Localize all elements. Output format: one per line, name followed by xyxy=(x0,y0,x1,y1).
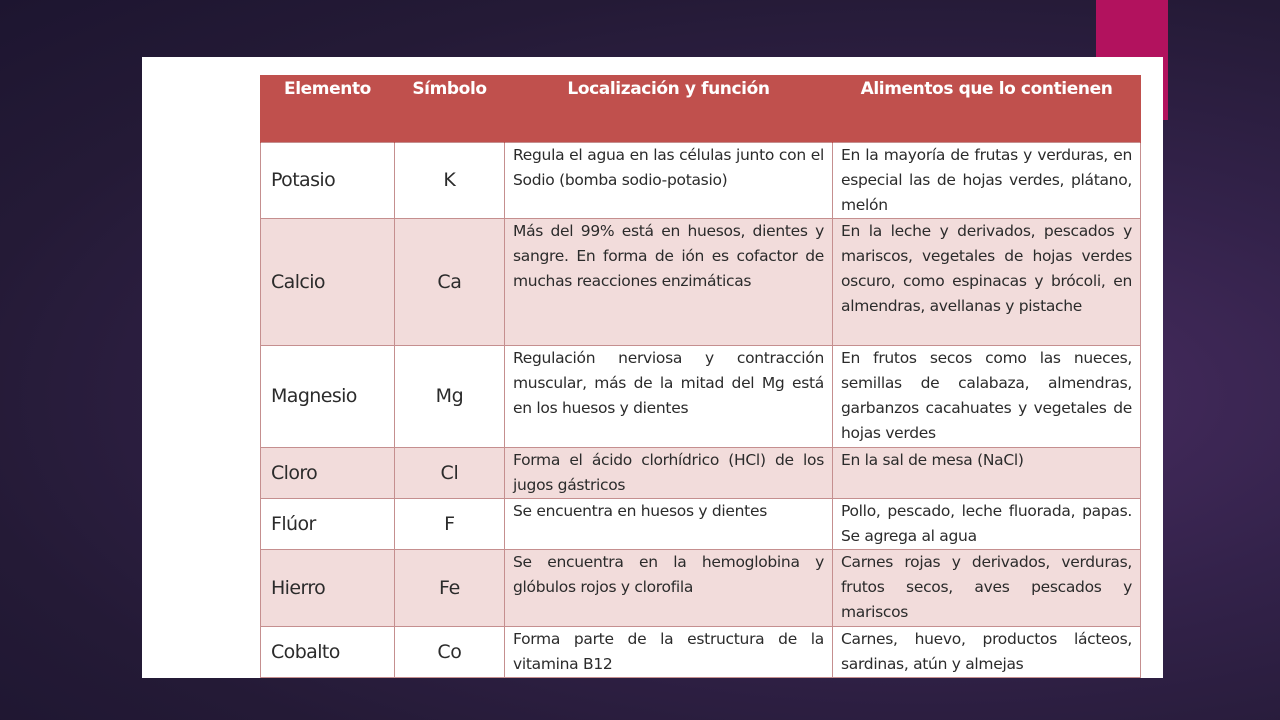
table-row-calcio xyxy=(261,219,1141,346)
cell-element: Calcio xyxy=(261,219,395,346)
table-row-fluor xyxy=(261,499,1141,550)
cell-foods: En frutos secos como las nueces, semillas de calabaza, almendras, garbanzos cacahuates y vegetales de hojas verdes xyxy=(833,346,1141,448)
header-foods: Alimentos que lo contienen xyxy=(833,75,1141,143)
cell-function: Se encuentra en la hemoglobina y glóbulos rojos y clorofila xyxy=(505,550,833,627)
cell-function: Forma parte de la estructura de la vitamina B12 xyxy=(505,627,833,678)
header-row xyxy=(261,75,1141,143)
table-row-hierro xyxy=(261,550,1141,627)
cell-foods: En la sal de mesa (NaCl) xyxy=(833,448,1141,499)
table-row-cobalto xyxy=(261,627,1141,678)
slide-panel xyxy=(142,57,1163,678)
cell-symbol: Mg xyxy=(395,346,505,448)
table-row-cloro xyxy=(261,448,1141,499)
cell-foods: Carnes, huevo, productos lácteos, sardinas, atún y almejas xyxy=(833,627,1141,678)
cell-element: Cobalto xyxy=(261,627,395,678)
cell-function: Más del 99% está en huesos, dientes y sangre. En forma de ión es cofactor de muchas reacciones enzimáticas xyxy=(505,219,833,346)
cell-function: Regulación nerviosa y contracción muscular, más de la mitad del Mg está en los huesos y dientes xyxy=(505,346,833,448)
cell-symbol: Ca xyxy=(395,219,505,346)
cell-element: Cloro xyxy=(261,448,395,499)
table-row-potasio xyxy=(261,143,1141,219)
cell-element: Hierro xyxy=(261,550,395,627)
cell-function: Se encuentra en huesos y dientes xyxy=(505,499,833,550)
cell-foods: Carnes rojas y derivados, verduras, frutos secos, aves pescados y mariscos xyxy=(833,550,1141,627)
cell-function: Forma el ácido clorhídrico (HCl) de los jugos gástricos xyxy=(505,448,833,499)
cell-foods: En la mayoría de frutas y verduras, en especial las de hojas verdes, plátano, melón xyxy=(833,143,1141,219)
cell-foods: Pollo, pescado, leche fluorada, papas. Se agrega al agua xyxy=(833,499,1141,550)
cell-element: Potasio xyxy=(261,143,395,219)
header-function: Localización y función xyxy=(505,75,833,143)
cell-symbol: Cl xyxy=(395,448,505,499)
cell-symbol: Co xyxy=(395,627,505,678)
minerals-table xyxy=(260,75,1141,678)
cell-symbol: Fe xyxy=(395,550,505,627)
cell-element: Magnesio xyxy=(261,346,395,448)
cell-element: Flúor xyxy=(261,499,395,550)
table-row-magnesio xyxy=(261,346,1141,448)
header-symbol: Símbolo xyxy=(395,75,505,143)
cell-symbol: F xyxy=(395,499,505,550)
cell-symbol: K xyxy=(395,143,505,219)
header-element: Elemento xyxy=(261,75,395,143)
cell-function: Regula el agua en las células junto con el Sodio (bomba sodio-potasio) xyxy=(505,143,833,219)
cell-foods: En la leche y derivados, pescados y mariscos, vegetales de hojas verdes oscuro, como espinacas y brócoli, en almendras, avellanas y pistache xyxy=(833,219,1141,346)
